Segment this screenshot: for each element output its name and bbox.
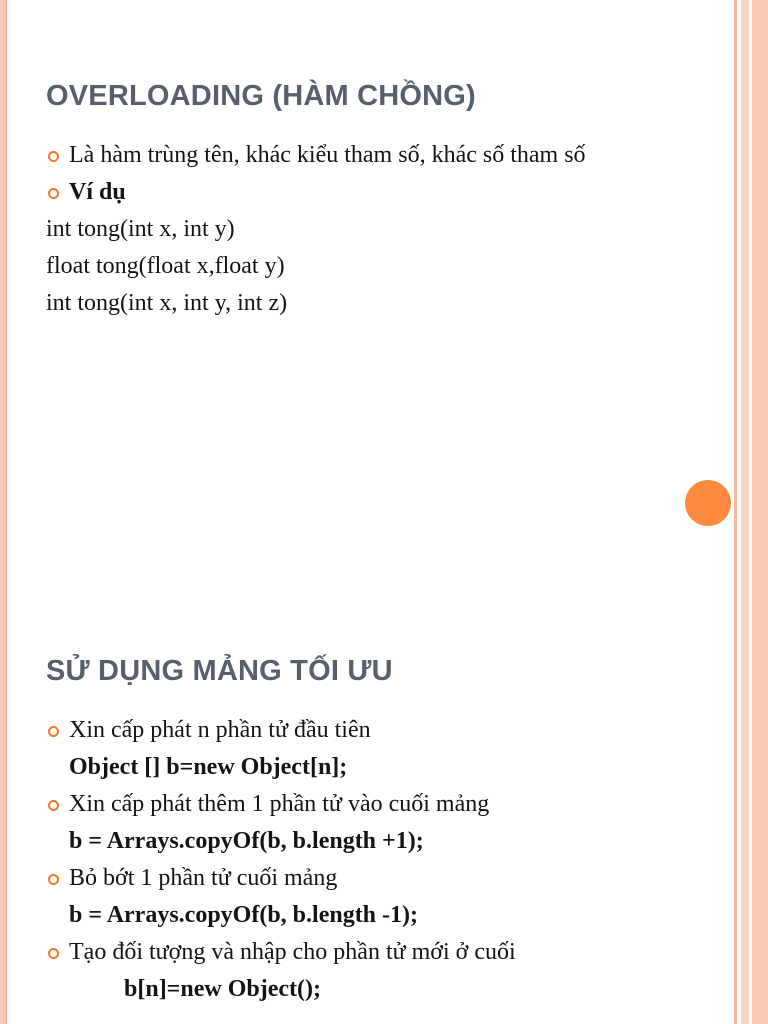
bullet-item xyxy=(46,786,701,823)
bullet-item-text: Xin cấp phát n phần tử đầu tiên xyxy=(69,717,371,743)
bullet-circle-icon xyxy=(48,800,59,811)
bullet-item-text: Tạo đối tượng và nhập cho phần tử mới ở cuối xyxy=(69,939,516,965)
bullet-circle-icon xyxy=(48,874,59,885)
bullet-item xyxy=(46,712,701,749)
bullet-example-text: Ví dụ xyxy=(69,179,126,205)
code-line: b = Arrays.copyOf(b, b.length -1); xyxy=(69,902,419,928)
slide-content-overloading xyxy=(46,137,701,322)
bullet-circle-icon xyxy=(48,188,59,199)
code-line: int tong(int x, int y, int z) xyxy=(46,290,288,316)
bullet-definition xyxy=(46,137,701,174)
bullet-item xyxy=(46,860,701,897)
bullet-definition-text: Là hàm trùng tên, khác kiểu tham số, khác số tham số xyxy=(69,142,586,168)
code-line: Object [] b=new Object[n]; xyxy=(69,754,348,780)
code-line: b = Arrays.copyOf(b, b.length +1); xyxy=(69,828,424,854)
code-line: float tong(float x,float y) xyxy=(46,253,285,279)
bullet-circle-icon xyxy=(48,948,59,959)
orange-accent-circle xyxy=(685,480,731,526)
bullet-circle-icon xyxy=(48,151,59,162)
bullet-item-text: Bỏ bớt 1 phần tử cuối mảng xyxy=(69,865,338,891)
code-line: int tong(int x, int y) xyxy=(46,216,235,242)
bullet-item-text: Xin cấp phát thêm 1 phần tử vào cuối mảng xyxy=(69,791,490,817)
slide-title-overloading: OVERLOADING (HÀM CHỒNG) xyxy=(46,80,476,112)
bullet-example xyxy=(46,174,701,211)
slide-content-array xyxy=(46,712,701,1008)
bullet-item xyxy=(46,934,701,971)
bullet-circle-icon xyxy=(48,726,59,737)
left-decorative-border xyxy=(0,0,7,1024)
code-line: b[n]=new Object(); xyxy=(124,976,321,1002)
right-decorative-stripes xyxy=(734,0,768,1024)
slide-title-array: SỬ DỤNG MẢNG TỐI ƯU xyxy=(46,655,393,687)
